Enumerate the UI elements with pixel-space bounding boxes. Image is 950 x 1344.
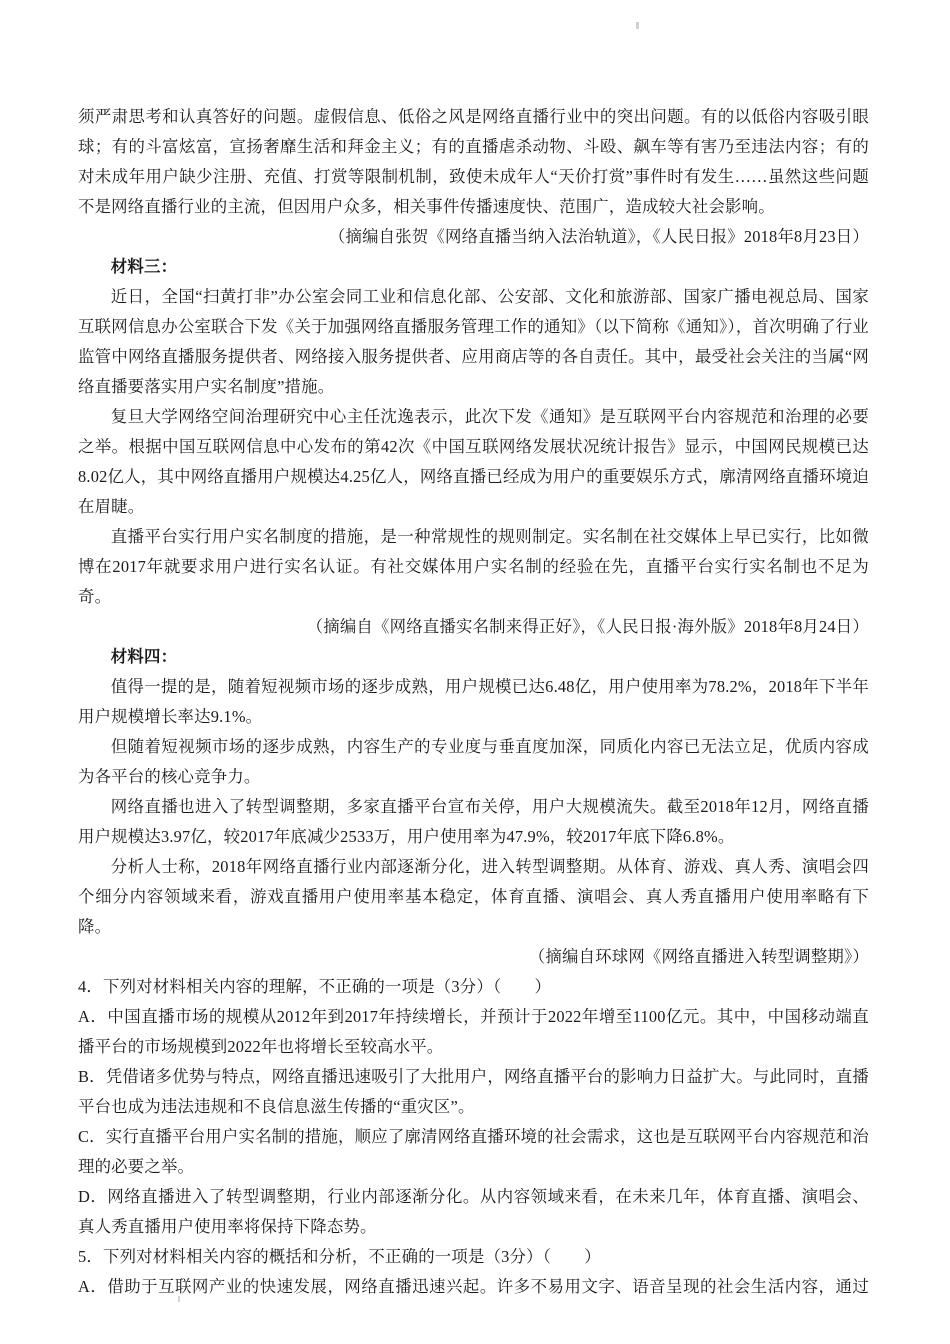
page-content (78, 102, 869, 1302)
material-four-paragraph-2: 但随着短视频市场的逐步成熟，内容生产的专业度与垂直度加深，同质化内容已无法立足，优质内容成为各平台的核心竞争力。 (78, 737, 869, 786)
question-4-option-d: D．网络直播进入了转型调整期，行业内部逐渐分化。从内容领域来看，在未来几年，体育直播、演唱会、真人秀直播用户使用率将保持下降态势。 (78, 1187, 869, 1236)
material-three-paragraph-3: 直播平台实行用户实名制度的措施，是一种常规性的规则制定。实名制在社交媒体上早已实行，比如微博在2017年就要求用户进行实名认证。有社交媒体用户实名制的经验在先，直播平台实行实名制也不足为奇。 (78, 527, 869, 606)
question-4-option-c: C．实行直播平台用户实名制的措施，顺应了廓清网络直播环境的社会需求，这也是互联网平台内容规范和治理的必要之举。 (78, 1127, 869, 1176)
material-three-paragraph-2: 复旦大学网络空间治理研究中心主任沈逸表示，此次下发《通知》是互联网平台内容规范和治理的必要之举。根据中国互联网信息中心发布的第42次《中国互联网络发展状况统计报告》显示，中国网民规模已达8.02亿人，其中网络直播用户规模达4.25亿人，网络直播已经成为用户的重要娱乐方式，廓清网络直播环境迫在眉睫。 (78, 407, 869, 516)
material-four-citation: （摘编自环球网《网络直播进入转型调整期》） (528, 947, 869, 966)
scan-artifact-top (636, 22, 639, 29)
material-two-continuation-paragraph: 须严肃思考和认真答好的问题。虚假信息、低俗之风是网络直播行业中的突出问题。有的以低俗内容吸引眼球；有的斗富炫富，宣扬奢靡生活和拜金主义；有的直播虐杀动物、斗殴、飙车等有害乃至违法内容；有的对未成年用户缺少注册、充值、打赏等限制机制，致使未成年人“天价打赏”事件时有发生……虽然这些问题不是网络直播行业的主流，但因用户众多，相关事件传播速度快、范围广，造成较大社会影响。 (78, 107, 869, 216)
question-5-stem: 5．下列对材料相关内容的概括和分析，不正确的一项是（3分）（ ） (78, 1247, 601, 1266)
question-4-option-a: A．中国直播市场的规模从2012年到2017年持续增长，并预计于2022年增至1100亿元。其中，中国移动端直播平台的市场规模到2022年也将增长至较高水平。 (78, 1007, 869, 1056)
material-two-citation: （摘编自张贺《网络直播当纳入法治轨道》，《人民日报》2018年8月23日） (328, 227, 869, 246)
material-four-paragraph-3: 网络直播也进入了转型调整期，多家直播平台宣布关停，用户大规模流失。截至2018年12月，网络直播用户规模达3.97亿，较2017年底减少2533万，用户使用率为47.9%，较2017年底下降6.8%。 (78, 797, 869, 846)
question-4-option-b: B．凭借诸多优势与特点，网络直播迅速吸引了大批用户，网络直播平台的影响力日益扩大。与此同时，直播平台也成为违法违规和不良信息滋生传播的“重灾区”。 (78, 1067, 869, 1116)
material-three-paragraph-1: 近日，全国“扫黄打非”办公室会同工业和信息化部、公安部、文化和旅游部、国家广播电视总局、国家互联网信息办公室联合下发《关于加强网络直播服务管理工作的通知》（以下简称《通知》），首次明确了行业监管中网络直播服务提供者、网络接入服务提供者、应用商店等的各自责任。其中，最受社会关注的当属“网络直播要落实用户实名制度”措施。 (78, 287, 869, 396)
material-four-paragraph-1: 值得一提的是，随着短视频市场的逐步成熟，用户规模已达6.48亿，用户使用率为78.2%，2018年下半年用户规模增长率达9.1%。 (78, 677, 869, 726)
material-three-heading: 材料三： (110, 257, 178, 276)
material-four-paragraph-4: 分析人士称，2018年网络直播行业内部逐渐分化，进入转型调整期。从体育、游戏、真人秀、演唱会四个细分内容领域来看，游戏直播用户使用率基本稳定，体育直播、演唱会、真人秀直播用户使用率略有下降。 (78, 857, 869, 936)
question-5-option-a-cutoff: A．借助于互联网产业的快速发展，网络直播迅速兴起。许多不易用文字、语音呈现的社会生活内容，通过 (78, 1277, 869, 1296)
material-three-citation: （摘编自《网络直播实名制来得正好》，《人民日报·海外版》2018年8月24日） (306, 617, 869, 636)
question-4-stem: 4．下列对材料相关内容的理解，不正确的一项是（3分）（ ） (78, 977, 552, 996)
material-four-heading: 材料四： (110, 647, 178, 666)
